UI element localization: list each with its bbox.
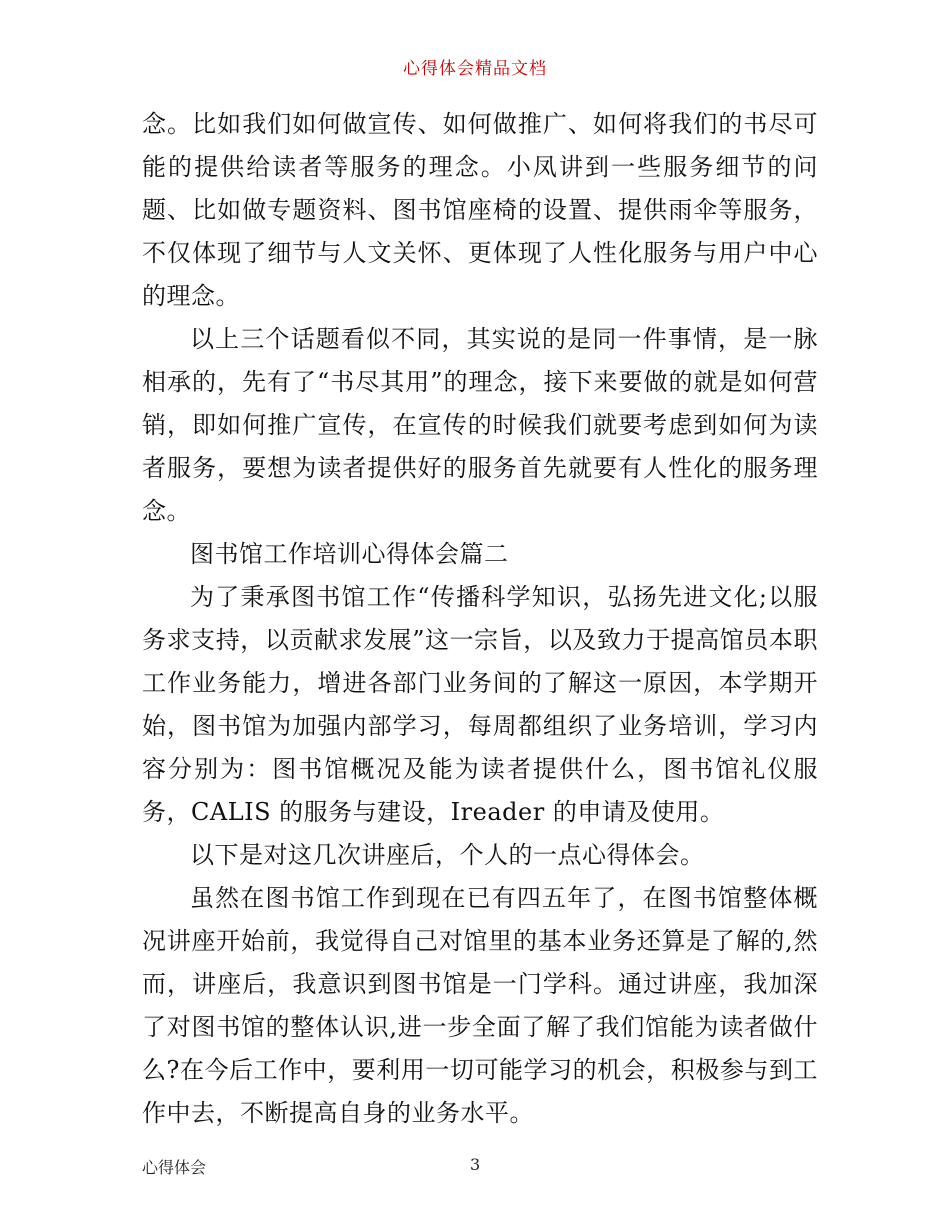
footer-label: 心得体会 <box>142 1158 207 1177</box>
body-paragraph: 为了秉承图书馆工作“传播科学知识，弘扬先进文化;以服务求支持，以贡献求发展”这一宗旨，以及致力于提高馆员本职工作业务能力，增进各部门业务间的了解这一原因，本学期开始，图书馆为加强内部学习，每周都组织了业务培训，学习内容分别为：图书馆概况及能为读者提供什么，图书馆礼仪服务，CALIS 的服务与建设，Ireader 的申请及使用。 <box>142 583 818 826</box>
body-paragraph: 以下是对这几次讲座后，个人的一点心得体会。 <box>190 841 705 869</box>
page-number: 3 <box>470 1155 481 1174</box>
body-paragraph-continued: 念。比如我们如何做宣传、如何做推广、如何将我们的书尽可能的提供给读者等服务的理念。小凤讲到一些服务细节的问题、比如做专题资料、图书馆座椅的设置、提供雨伞等服务，不仅体现了细节与人文关怀、更体现了人性化服务与用户中心的理念。 <box>142 110 818 310</box>
section-heading: 图书馆工作培训心得体会篇二 <box>190 540 509 568</box>
body-paragraph: 虽然在图书馆工作到现在已有四五年了，在图书馆整体概况讲座开始前，我觉得自己对馆里的基本业务还算是了解的,然而，讲座后，我意识到图书馆是一门学科。通过讲座，我加深了对图书馆的整体认识,进一步全面了解了我们馆能为读者做什么?在今后工作中，要利用一切可能学习的机会，积极参与到工作中去，不断提高自身的业务水平。 <box>142 884 818 1127</box>
document-body <box>142 103 818 1135</box>
body-paragraph: 以上三个话题看似不同，其实说的是同一件事情，是一脉相承的，先有了“书尽其用”的理念，接下来要做的就是如何营销，即如何推广宣传，在宣传的时候我们就要考虑到如何为读者服务，要想为读者提供好的服务首先就要有人性化的服务理念。 <box>142 325 818 525</box>
document-header-title: 心得体会精品文档 <box>403 59 547 79</box>
